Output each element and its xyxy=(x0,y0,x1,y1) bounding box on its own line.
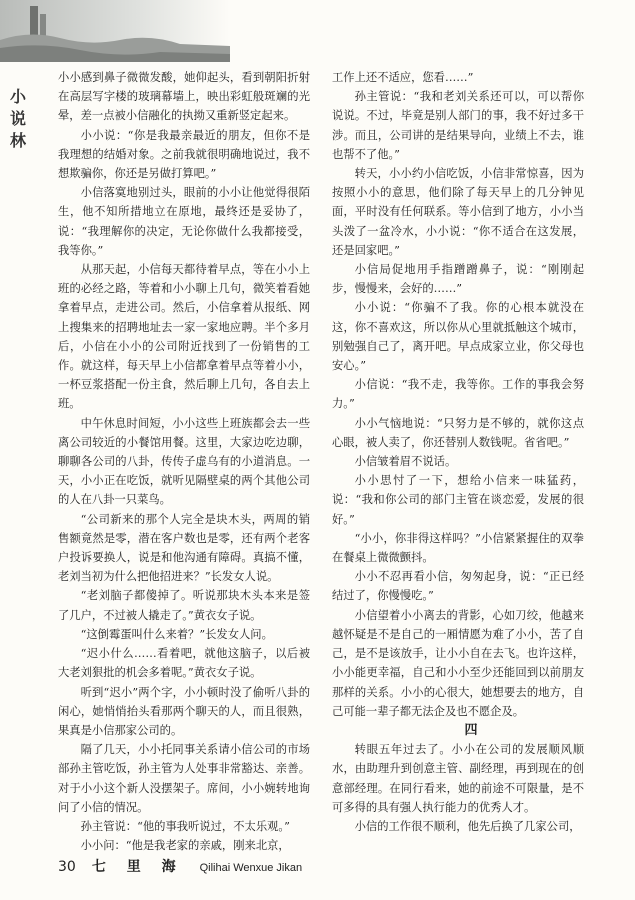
paragraph: 小信的工作很不顺利，他先后换了几家公司， xyxy=(354,819,581,833)
paragraph: 小小说：“你是我最亲最近的朋友，但你不是我理想的结婚对象。之前我就很明确地说过，我不想欺骗你，你还是另做打算吧。” xyxy=(58,128,310,181)
paragraph: 孙主管说：“我和老刘关系还可以，可以帮你说说。不过，毕竟是别人部门的事，我不好过多干涉。而且，公司讲的是结果导向，业绩上不去，谁也帮不了他。” xyxy=(332,90,584,161)
paragraph: 小信落寞地别过头，眼前的小小让他觉得很陌生，他不知所措地立在原地，最终还是妥协了，说：“我理解你的决定，无论你做什么我都接受，我等你。” xyxy=(58,186,310,257)
section-heading: 四 xyxy=(464,722,478,738)
paragraph: “这倒霉蛋叫什么来着？”长发女人问。 xyxy=(80,627,273,641)
paragraph: “老刘脑子都傻掉了。听说那块木头本来是签了几户，不过被人撬走了。”黄衣女子说。 xyxy=(58,589,310,622)
paragraph: 孙主管说：“他的事我听说过，不太乐观。” xyxy=(80,819,290,833)
paragraph: 小小不忍再看小信，匆匆起身，说：“正已经结过了，你慢慢吃。” xyxy=(332,570,584,603)
paragraph: “公司新来的那个人完全是块木头，两周的销售额竟然是零，潜在客户数也是零，还有两个老客户投诉要换人，说是和他沟通有障碍。真搞不懂，老刘当初为什么把他招进来？”长发女人说。 xyxy=(58,512,310,584)
page-footer xyxy=(58,856,302,876)
header-landscape-image xyxy=(0,0,230,62)
paragraph: 小小说：“你骗不了我。你的心根本就没在这，你不喜欢这，所以你从心里就抵触这个城市，别勉强自己了，离开吧。早点成家立业，你父母也安心。” xyxy=(332,301,584,373)
paragraph: 中午休息时间短，小小这些上班族都会去一些离公司较近的小餐馆用餐。这里，大家边吃边聊，聊聊各公司的八卦，传传子虚乌有的小道消息。一天，小小正在吃饭，就听见隔壁桌的两个其他公司的人在八卦一只菜鸟。 xyxy=(58,416,310,507)
paragraph: 从那天起，小信每天都待着早点，等在小小上班的必经之路，等着和小小聊上几句，微笑着看她拿着早点，走进公司。然后，小信拿着从报纸、网上搜集来的招聘地址去一家一家地应聘。半个多月后，小信在小小的公司附近找到了一份销售的工作。就这样，每天早上小信都拿着早点等着小小，一杯豆浆搭配一份主食，然后聊上几句，各自去上班。 xyxy=(58,263,310,411)
left-column xyxy=(58,68,310,855)
paragraph: 小小感到鼻子微微发酸，她仰起头，看到朝阳折射在高层写字楼的玻璃幕墙上，映出彩虹般斑斓的光晕，差一点被小信融化的执拗又重新竖定起来。 xyxy=(58,71,310,123)
paragraph: 小信局促地用手指蹭蹭鼻子，说：“刚刚起步，慢慢来，会好的……” xyxy=(332,263,584,296)
paragraph: 小信皱着眉不说话。 xyxy=(354,455,457,469)
paragraph: 小信望着小小离去的背影，心如刀绞，他越来越怀疑是不是自己的一厢情愿为难了小小，苦了自己，是不是该放手，让小小自在去飞。也许这样，小小能更幸福，自己和小小至少还能回到以前朋友那样的关系。小小的心很大，她想要去的地方，自己可能一辈子都无法企及也不愿企及。 xyxy=(332,608,584,718)
paragraph: “迟小什么……看着吧，就他这脑子，以后被大老刘狠批的机会多着呢。”黄衣女子说。 xyxy=(58,647,310,680)
magazine-title-chinese: 七 里 海 xyxy=(91,859,184,875)
right-column xyxy=(332,68,584,836)
paragraph: 听到“迟小”两个字，小小顿时没了偷听八卦的闲心，她悄悄抬头看那两个聊天的人，而且很熟，果真是小信那家公司的。 xyxy=(58,685,310,737)
header-photo xyxy=(0,0,230,62)
paragraph: 隔了几天，小小托同事关系请小信公司的市场部孙主管吃饭，孙主管为人处事非常豁达、亲善。对于小小这个新人没摆架子。席间，小小婉转地询问了小信的情况。 xyxy=(58,743,310,814)
paragraph: “小小，你非得这样吗？”小信紧紧握住的双拳在餐桌上微微颤抖。 xyxy=(332,531,584,565)
paragraph: 转天，小小约小信吃饭，小信非常惊喜，因为按照小小的意思，他们除了每天早上的几分钟见面，平时没有任何联系。等小信到了地方，小小当头泼了一盆冷水，小小说：“你不适合在这发展，还是回家吧。” xyxy=(332,167,584,257)
paragraph: 转眼五年过去了。小小在公司的发展顺风顺水，由助理升到创意主管、副经理，再到现在的创意部经理。在同行看来，她的前途不可限量，是不可多得的具有强人执行能力的优秀人才。 xyxy=(332,743,584,814)
magazine-title-english: Qilihai Wenxue Jikan xyxy=(199,862,303,874)
page-number: 30 xyxy=(58,859,76,875)
paragraph: 小小气恼地说：“只努力是不够的，就你这点心眼，被人卖了，你还替别人数钱呢。省省吧。” xyxy=(332,416,584,449)
paragraph: 小小问：“他是我老家的亲戚，刚来北京， xyxy=(80,839,290,853)
paragraph: 工作上还不适应，您看……” xyxy=(332,71,474,84)
paragraph: 小小思忖了一下，想给小信来一味猛药，说：“我和你公司的部门主管在谈恋爱，发展的很好。” xyxy=(332,474,584,526)
section-label: 小说林 xyxy=(9,87,26,150)
paragraph: 小信说：“我不走，我等你。工作的事我会努力。” xyxy=(332,378,584,411)
